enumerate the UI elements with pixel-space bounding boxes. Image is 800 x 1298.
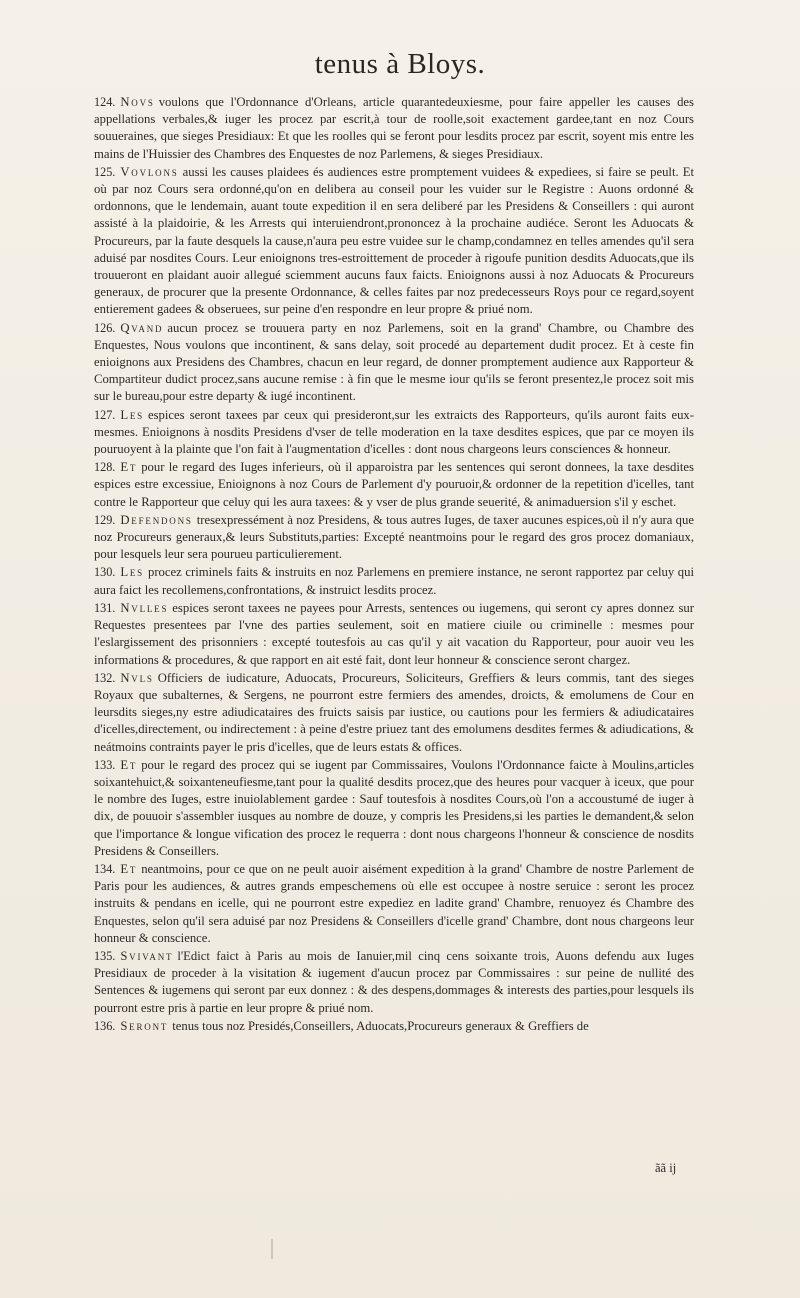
article-body: Officiers de iudicature, Aduocats, Procureurs, Soliciteurs, Greffiers & leurs commis, tant des sieges Royaux que subalternes, & Sergens, ne pourront estre fermiers des amendes, droicts, & emolumens de Cour en leursdits sieges,ny estre adiudicataires des fruicts saisis par iustice, ou cautions pour les fermiers & adiudicataires d'icelles,directement, ou indirectement : à peine d'estre priuez tant des emolumens desdites fermes & adiudications, & neátmoins contraints payer le pris d'icelles, que de leurs estats & offices. — [94, 670, 694, 754]
article-body: espices seront taxees par ceux qui presideront,sur les extraicts des Rapporteurs, qu'ils auront faits eux-mesmes. Enioignons à nosdits Presidens d'vser de telle moderation en la taxe desdites espices, que par ce moyen ils pouruoyent à la plainte que l'on fait à l'augmentation d'icelles : dont nous chargeons leurs consciences & honneur. — [94, 407, 694, 457]
signature-mark: ãã ij — [655, 1161, 677, 1175]
article-lead-word: Les — [120, 407, 144, 422]
article-number: 124. — [94, 95, 116, 109]
article-body: l'Edict faict à Paris au mois de Ianuier,mil cinq cens soixante trois, Auons defendu aux Iuges Presidiaux de proceder à la visitation & iugement d'aucun procez par Commissaires : sur peine de nullité des Sentences & iugemens qui seront par eux donnez : & des despens,dommages & interests des parties,pour lesquels ils pourront estre pris à partie en leur propre & priué nom. — [94, 948, 694, 1015]
article-body: voulons que l'Ordonnance d'Orleans, article quarantedeuxiesme, pour faire appeller les causes des appellations verbales,& iuger les procez par escrit,à tour de roolle,soit exactement gardee,tant en noz Cours souueraines, que sieges Presidiaux: Et que les roolles qui se feront pour lesdits procez par escrit, soyent mis entre les mains de l'Huissier des Chambres des Enquestes de noz Parlemens, & sieges Presidiaux. — [94, 95, 694, 161]
article-132 — [94, 670, 694, 756]
article-lead-word: Seront — [120, 1018, 169, 1033]
article-lead-word: Et — [120, 861, 138, 876]
article-body: procez criminels faits & instruits en noz Parlemens en premiere instance, ne seront rapportez par celuy qui aura faict les recollemens,confrontations, & instruict lesdits procez. — [94, 565, 694, 597]
running-head: tenus à Bloys. — [314, 48, 486, 80]
article-body: pour le regard des Iuges inferieurs, où il apparoistra par les sentences qui seront donnees, la taxe desdites espices estre excessiue, Enioignons à noz Cours de Parlement d'y pouruoir,& ordonner de la repetition d'icelles, tant contre le Rapporteur que celuy qui les aura taxees: & y vser de plus grande seuerité, & animaduersion s'il y eschet. — [94, 460, 694, 509]
article-lead-word: Vovlons — [120, 164, 179, 179]
article-130 — [94, 564, 694, 598]
article-body: tenus tous noz Presidés,Conseillers, Aduocats,Procureurs generaux & Greffiers de — [172, 1018, 589, 1033]
article-number: 131. — [94, 600, 116, 615]
article-124 — [94, 94, 694, 163]
article-134 — [94, 861, 694, 947]
article-136 — [94, 1018, 694, 1035]
article-body: aucun procez se trouuera party en noz Parlemens, soit en la grand' Chambre, ou Chambre des Enquestes, Nous voulons que incontinent, & sans delay, soit procedé au departement dudit procez. Et à ceste fin enioignons aux Presidens des Chambres, chacun en leur regard, de donner promptement audience aux Rapporteur & Compartiteur dudict procez,sans aucune remise : à fin que le mesme iour qu'ils se feront presentez,le procez soit mis sur le bureau,pour estre departy & iugé incontinent. — [94, 320, 694, 404]
article-body: neantmoins, pour ce que on ne peult auoir aisément expedition à la grand' Chambre de nostre Parlement de Paris pour les audiences, & autres grands empeschemens où elle est occupee à nostre seruice : seront les procez instruits & pendans en icelle, qui ne pourront estre expediez en ladite grand' Chambre, renuoyez és Chambre des Enquestes, selon qu'il sera aduisé par noz Presidens & Conseillers d'icelle grand' Chambre, dont nous chargeons leur honneur & conscience. — [94, 861, 694, 945]
article-135 — [94, 948, 694, 1017]
page-edge-mark — [271, 1239, 273, 1259]
article-125 — [94, 164, 694, 319]
article-number: 128. — [94, 460, 116, 475]
article-lead-word: Nvls — [120, 670, 154, 685]
article-lead-word: Nvlles — [120, 600, 169, 615]
article-lead-word: Novs — [120, 95, 155, 109]
article-number: 130. — [94, 565, 116, 580]
article-number: 127. — [94, 407, 116, 422]
article-lead-word: Et — [120, 757, 138, 772]
article-body: espices seront taxees ne payees pour Arrests, sentences ou iugemens, qui seront cy apres donnez sur Requestes presentees par l'vne des parties seulement, soit en matiere ciuile ou criminelle : mesmes pour l'eslargissement des prisonniers : excepté toutesfois au cas qu'il y ait vacation du Rapporteur, pour auoir veu les informations & procedures, & que rapport en ait esté fait, dont leur honneur & conscience seront chargez. — [94, 600, 694, 667]
article-number: 136. — [94, 1018, 116, 1033]
article-number: 129. — [94, 512, 116, 527]
article-lead-word: Et — [120, 460, 138, 475]
article-131 — [94, 600, 694, 669]
ordinance-text — [94, 94, 694, 1036]
article-133 — [94, 757, 694, 860]
article-126 — [94, 320, 694, 406]
article-body: aussi les causes plaidees és audiences estre promptement vuidees & expediees, si faire se peult. Et où par noz Cours sera ordonné,qu'on en delibera au conseil pour les vuider sur le Registre : Auons ordonné & ordonnons, que le lendemain, auant toute expedition il en sera deliberé par les Presidens & Conseillers : qui auront assisté à la plaidoirie, & les Arrests qui interuiendront,prononcez à la prochaine audiéce. Seront les Aduocats & Procureurs, par la faute desquels la cause,n'aura peu estre vuidee sur le champ,condamnez en telles amendes qu'il sera aduisé par nosdites Cours. Leur enioignons tres-estroittement de proceder à rigoufe punition desdits Aduocats,que ils trouueront en plaidant auoir allegué sciemment aucuns faux faicts. Enioignons aussi à noz Aduocats & Procureurs generaux, de procurer que la presente Ordonnance, & celles faites par noz predecesseurs Roys pour ce regard,soyent entierement gadees & obseruees, sur peine d'en respondre en leur propre & priué nom. — [94, 164, 694, 317]
article-lead-word: Svivant — [120, 948, 174, 963]
article-number: 133. — [94, 757, 116, 772]
article-number: 134. — [94, 861, 116, 876]
article-body: pour le regard des procez qui se iugent par Commissaires, Voulons l'Ordonnance faicte à Moulins,articles soixantehuict,& soixanteneufiesme,tant pour la qualité desdits procez,que des heures pour vacquer à iceux, que pour le nombre des Iuges, estre inuiolablement gardee : Sauf toutesfois à nosdites Cours,où l'on a accoustumé de iuger à dix, de pouuoir s'assembler iusques au nombre de douze, y compris les Presidens,si les parties le demandent,& selon que l'importance & longue vification des procez le requerra : dont nous chargeons l'honneur & conscience de nosdits Presidens & Conseillers. — [94, 757, 694, 858]
article-128 — [94, 459, 694, 511]
article-lead-word: Qvand — [120, 320, 164, 335]
article-body: tresexpressément à noz Presidens, & tous autres Iuges, de taxer aucunes espices,où il n'y aura que noz Procureurs generaux,& leurs Substituts,parties: Excepté neantmoins pour le regard des gros procez domaniaux, pour lesquels leur sera pourueu particulierement. — [94, 512, 694, 562]
article-lead-word: Defendons — [120, 512, 193, 527]
article-129 — [94, 512, 694, 564]
article-number: 126. — [94, 320, 116, 335]
article-127 — [94, 407, 694, 459]
article-lead-word: Les — [120, 565, 144, 580]
article-number: 135. — [94, 948, 116, 963]
article-number: 125. — [94, 164, 116, 179]
article-number: 132. — [94, 670, 116, 685]
